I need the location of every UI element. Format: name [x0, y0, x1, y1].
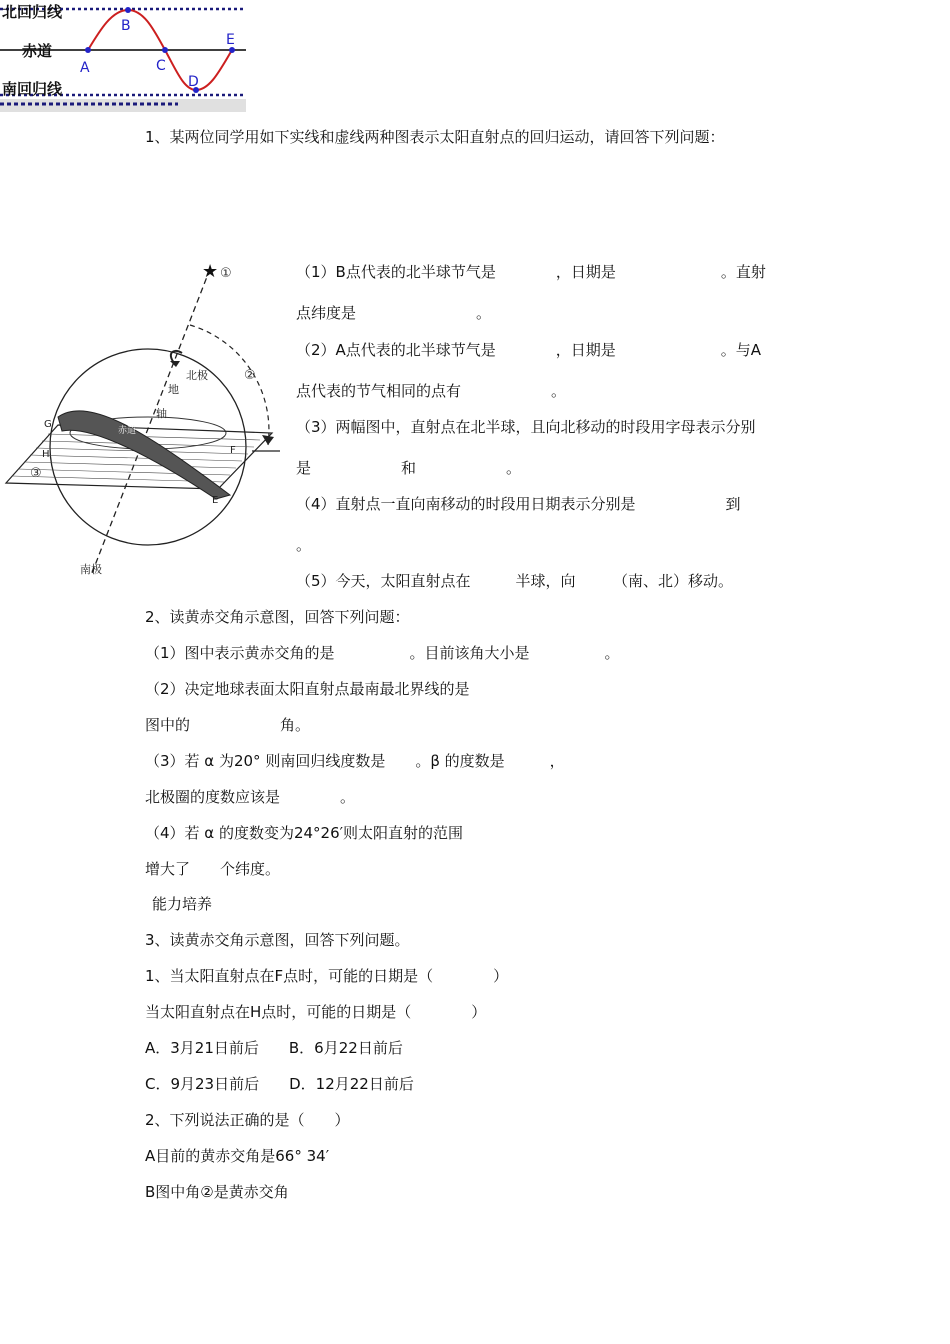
q1-s2b: 点代表的节气相同的点有 。	[296, 382, 567, 400]
q1-s4b: 。	[296, 536, 312, 554]
rotation-arrow-head	[170, 361, 180, 367]
q2-s4: （4）若 α 的度数变为24°26′则太阳直射的范围	[145, 824, 464, 842]
label-h: H	[42, 449, 50, 460]
q3-p2a: A目前的黄赤交角是66° 34′	[145, 1147, 330, 1165]
label-g: G	[44, 419, 52, 430]
point-a-dot	[85, 47, 91, 53]
q2-s4b: 增大了 个纬度。	[145, 860, 281, 878]
q3-option-ab: A．3月21日前后 B．6月22日前后	[145, 1039, 403, 1057]
label-3: ③	[30, 466, 42, 481]
q1-s2a: （2）A点代表的北半球节气是 ，日期是 。与A	[296, 341, 762, 359]
ecliptic-figure	[0, 255, 290, 585]
label-equator-tag: 赤道	[118, 426, 137, 436]
label-north-tropic: 北回归线	[2, 3, 63, 21]
label-axis-1: 地	[168, 383, 179, 396]
q3-p1b: 当太阳直射点在H点时，可能的日期是（ ）	[145, 1003, 487, 1021]
label-e: E	[226, 32, 235, 48]
q1-s1a: （1）B点代表的北半球节气是 ，日期是 。直射	[296, 263, 766, 281]
label-equator: 赤道	[22, 42, 53, 60]
label-north-pole: 北极	[186, 369, 208, 382]
label-b: B	[121, 18, 131, 34]
label-a: A	[80, 60, 90, 76]
point-c-dot	[162, 47, 168, 53]
label-south-tropic: 南回归线	[2, 80, 63, 98]
label-axis-2: 轴	[156, 407, 167, 420]
label-2: ②	[244, 368, 256, 383]
label-1: ①	[220, 266, 232, 281]
q1-s1b: 点纬度是 。	[296, 304, 492, 322]
q2-s2b: 图中的 角。	[145, 716, 311, 734]
q2-s2: （2）决定地球表面太阳直射点最南最北界线的是	[145, 680, 470, 698]
q3-p2: 2、下列说法正确的是（ ）	[145, 1111, 350, 1129]
label-c: C	[156, 58, 166, 74]
q3-p1: 1、当太阳直射点在F点时，可能的日期是（ ）	[145, 967, 509, 985]
q1-intro: 1、某两位同学用如下实线和虚线两种图表示太阳直射点的回归运动，请回答下列问题：	[145, 128, 725, 146]
label-f: F	[230, 445, 236, 456]
arrow-head	[262, 435, 274, 445]
label-d: D	[188, 74, 199, 90]
q2-title: 2、读黄赤交角示意图，回答下列问题：	[145, 608, 410, 626]
q2-s1: （1）图中表示黄赤交角的是 。目前该角大小是 。	[145, 644, 620, 662]
q1-s4a: （4）直射点一直向南移动的时段用日期表示分别是 到	[296, 495, 741, 513]
q2-s3: （3）若 α 为20° 则南回归线度数是 。β 的度数是 ，	[145, 752, 565, 770]
q3-title: 3、读黄赤交角示意图，回答下列问题。	[145, 931, 410, 949]
q2-s3b: 北极圈的度数应该是 。	[145, 788, 356, 806]
q1-s5: （5）今天，太阳直射点在 半球，向 （南、北）移动。	[296, 572, 734, 590]
q3-p2b: B图中角②是黄赤交角	[145, 1183, 289, 1201]
star-icon: ★	[202, 261, 219, 282]
solar-path-figure	[0, 0, 246, 112]
point-b-dot	[125, 7, 131, 13]
angle-arc	[190, 325, 269, 445]
q1-s3b: 是 和 。	[296, 459, 522, 477]
section-ability: 能力培养	[152, 895, 213, 913]
label-e: E	[212, 495, 219, 506]
label-south-pole: 南极	[80, 563, 102, 576]
q1-s3a: （3）两幅图中，直射点在北半球，且向北移动的时段用字母表示分别	[296, 418, 756, 436]
q3-option-cd: C．9月23日前后 D．12月22日前后	[145, 1075, 414, 1093]
